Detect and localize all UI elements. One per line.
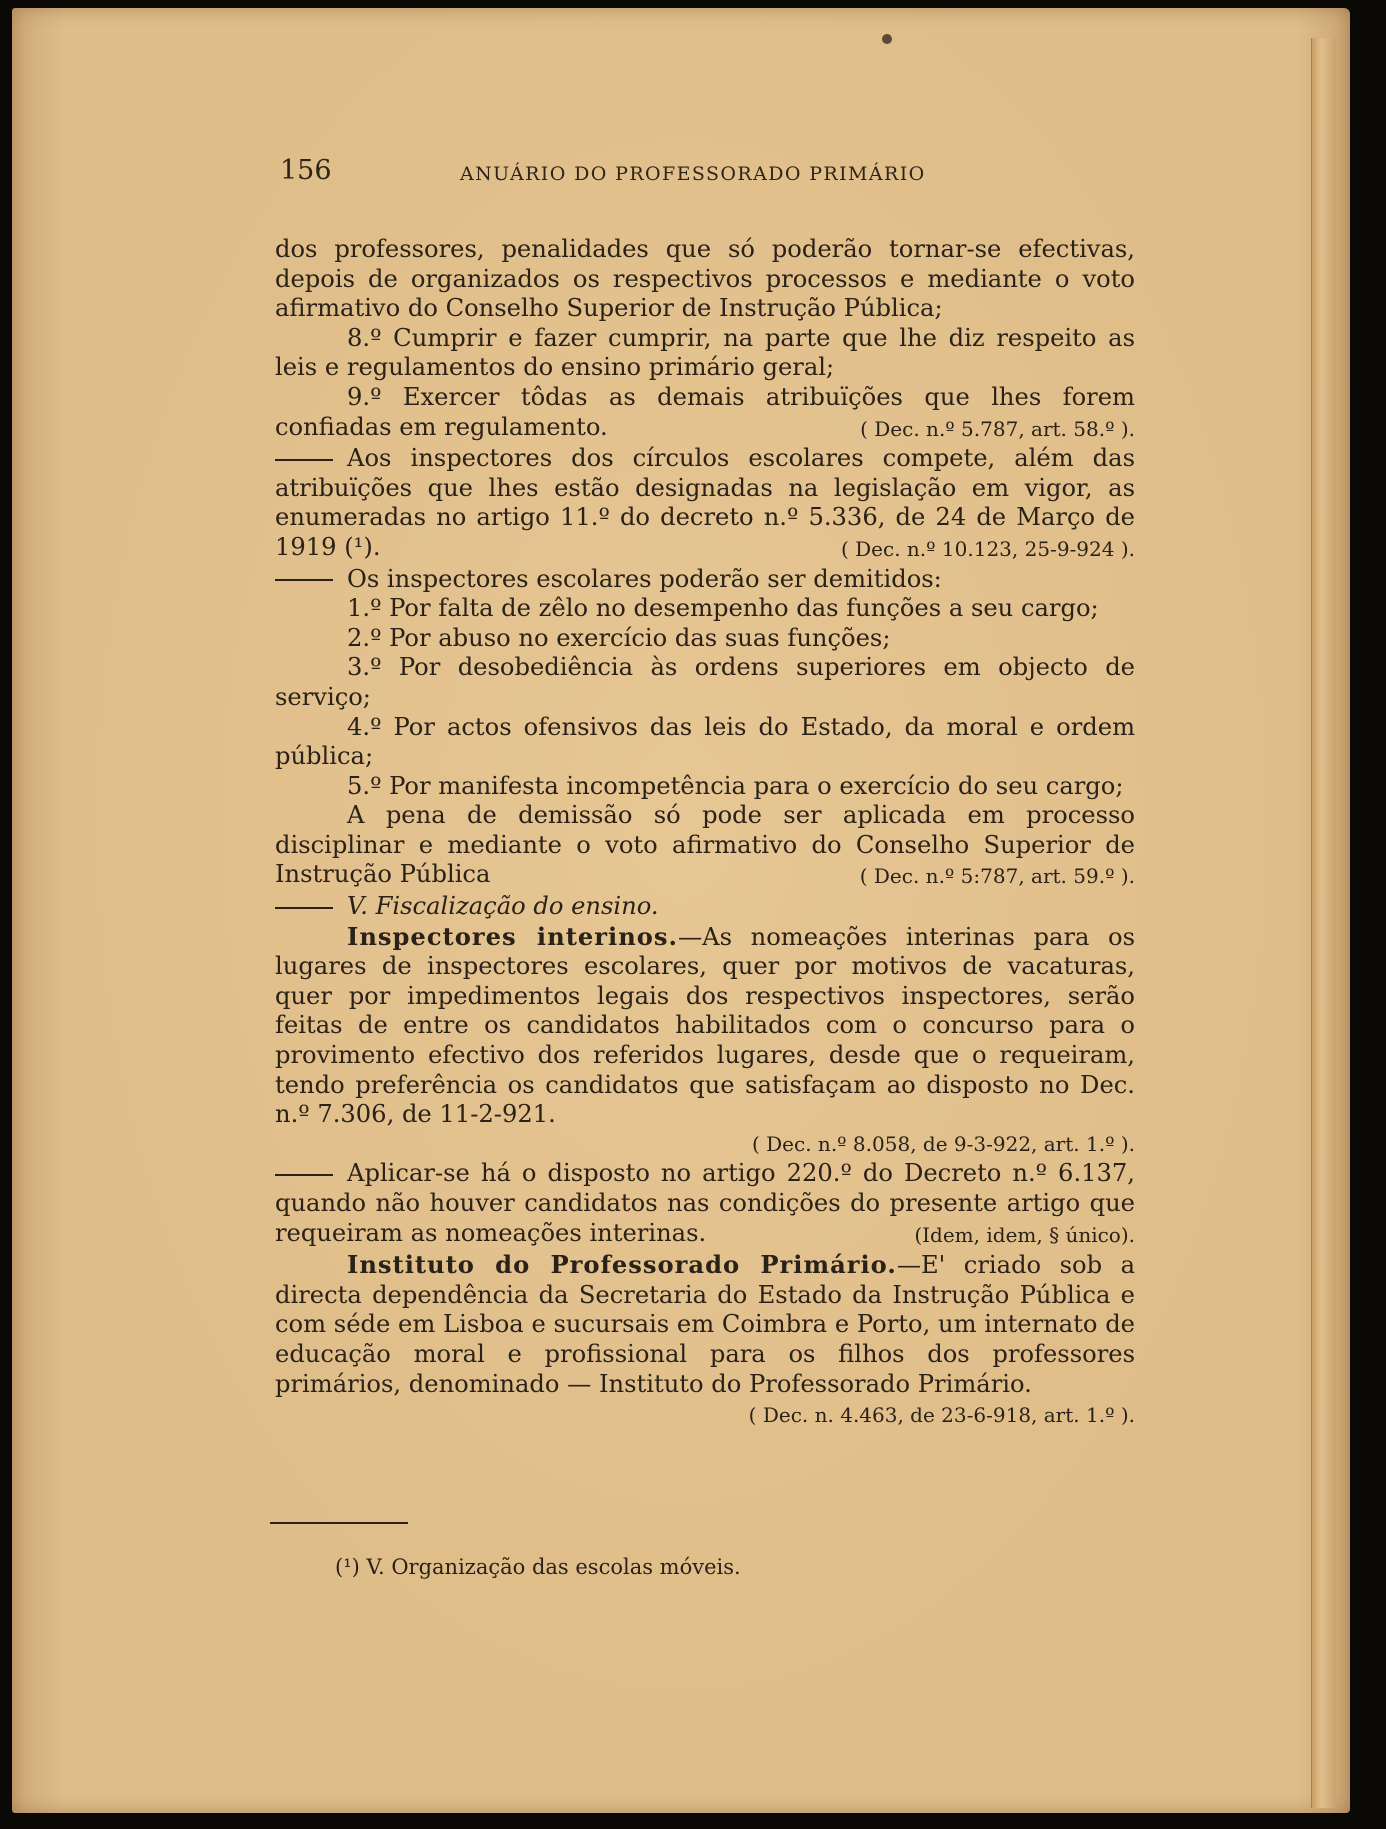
em-rule	[275, 459, 333, 461]
legal-reference: ( Dec. n. 4.463, de 23-6-918, art. 1.º ).	[748, 1403, 1135, 1428]
cross-reference: V. Fiscalização do ensino.	[275, 892, 1135, 922]
page-edge	[1311, 38, 1336, 1808]
ink-spot	[882, 34, 892, 44]
legal-reference: ( Dec. n.º 5.787, art. 58.º ).	[860, 416, 1135, 441]
page-header	[280, 155, 1100, 195]
footnote-rule	[270, 1522, 408, 1524]
em-rule	[275, 579, 333, 581]
legal-reference: ( Dec. n.º 5:787, art. 59.º ).	[859, 864, 1135, 889]
paragraph-demitidos: Os inspectores escolares poderão ser demitidos:	[275, 565, 1135, 595]
paragraph-instituto: Instituto do Professorado Primário.—E' criado sob a directa dependência da Secretaria do Estado da Instrução Pública e com séde em Lisboa e sucursais em Coimbra e Porto, um internato de educação moral e profissional para os filhos dos professores primários, denominado — Instituto do Professorado Primário. ( Dec. n. 4.463, de 23-6-918, art. 1.º ).	[275, 1250, 1135, 1399]
paragraph-1: dos professores, penalidades que só poderão tornar-se efectivas, depois de organizados os respectivos processos e mediante o voto afirmativo do Conselho Superior de Instrução Pública;	[275, 235, 1135, 323]
paragraph-inspectores-circulos: Aos inspectores dos círculos escolares compete, além das atribuïções que lhes estão designadas na legislação em vigor, as enumeradas no artigo 11.º do decreto n.º 5.336, de 24 de Março de 1919 (¹). ( Dec. n.º 10.123, 25-9-924 ).	[275, 444, 1135, 562]
legal-reference: ( Dec. n.º 10.123, 25-9-924 ).	[840, 536, 1135, 561]
paragraph-aplicar: Aplicar-se há o disposto no artigo 220.º do Decreto n.º 6.137, quando não houver candidatos nas condições do presente artigo que requeiram as nomeações interinas. (Idem, idem, § único).	[275, 1159, 1135, 1248]
section-heading: Instituto do Professorado Primário.	[347, 1250, 897, 1280]
paragraph-item-9: 9.º Exercer tôdas as demais atribuïções que lhes forem confiadas em regulamento. ( Dec. n.º 5.787, art. 58.º ).	[275, 383, 1135, 442]
list-item-1: 1.º Por falta de zêlo no desempenho das funções a seu cargo;	[347, 594, 1099, 623]
list-item-2: 2.º Por abuso no exercício das suas funções;	[347, 623, 891, 652]
list-item-3: 3.º Por desobediência às ordens superiores em objecto de serviço;	[275, 653, 1135, 711]
legal-reference: (Idem, idem, § único).	[914, 1222, 1135, 1247]
page-body	[275, 235, 1135, 1431]
em-rule	[275, 907, 333, 909]
section-heading: Inspectores interinos.	[347, 921, 678, 951]
paragraph-inspectores-interinos: Inspectores interinos.—As nomeações interinas para os lugares de inspectores escolares, quer por motivos de vacaturas, quer por impedimentos legais dos respectivos inspectores, serão feitas de entre os candidatos habilitados com o concurso para o provimento efectivo dos referidos lugares, desde que o requeiram, tendo preferência os candidatos que satisfaçam ao disposto no Dec. n.º 7.306, de 11-2-921. ( Dec. n.º 8.058, de 9-3-922, art. 1.º ).	[275, 922, 1135, 1160]
legal-reference: ( Dec. n.º 8.058, de 9-3-922, art. 1.º ).	[751, 1131, 1135, 1156]
paragraph-pena-demissao: A pena de demissão só pode ser aplicada em processo disciplinar e mediante o voto afirmativo do Conselho Superior de Instrução Pública ( Dec. n.º 5:787, art. 59.º ).	[275, 801, 1135, 890]
footnote: (¹) V. Organização das escolas móveis.	[335, 1555, 741, 1579]
page-number: 156	[280, 155, 332, 186]
list-item-5: 5.º Por manifesta incompetência para o exercício do seu cargo;	[347, 771, 1124, 800]
running-title: ANUÁRIO DO PROFESSORADO PRIMÁRIO	[460, 163, 926, 185]
list-item-4: 4.º Por actos ofensivos das leis do Estado, da moral e ordem pública;	[275, 712, 1135, 771]
paragraph-item-8: 8.º Cumprir e fazer cumprir, na parte que lhe diz respeito as leis e regulamentos do ensino primário geral;	[275, 323, 1135, 382]
em-rule	[275, 1174, 333, 1176]
